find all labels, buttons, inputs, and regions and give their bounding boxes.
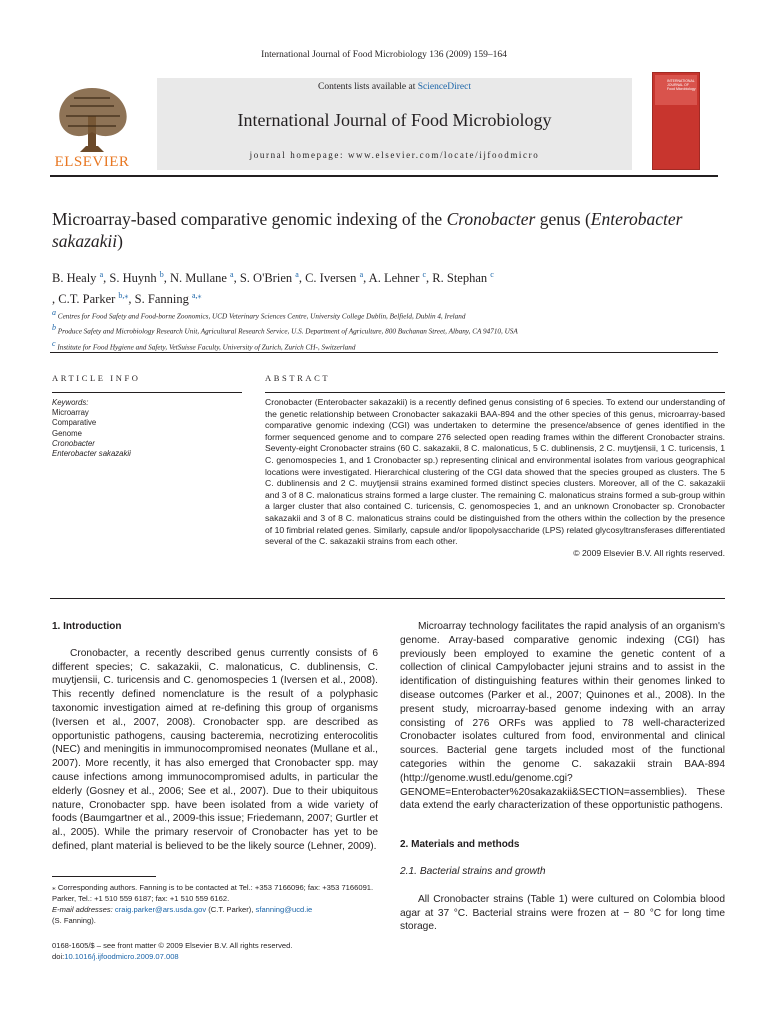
title-genus: Cronobacter [446, 209, 536, 229]
contents-line [157, 82, 632, 92]
author-affiliation-marker[interactable]: c [490, 270, 494, 279]
author-affiliation-marker[interactable]: b [159, 270, 164, 279]
affiliation-list [52, 307, 732, 353]
keywords-label: Keywords: [52, 398, 89, 407]
footnote [52, 882, 378, 926]
affiliation-text: Produce Safety and Microbiology Research Unit, Agricultural Research Service, U.S. Department of Agriculture, 800 Buchanan Street, Albany, CA 94710, USA [56, 327, 518, 336]
journal-homepage [157, 150, 632, 160]
contents-prefix: Contents lists available at [317, 82, 418, 92]
author-affiliation-marker[interactable]: a [99, 270, 104, 279]
svg-text:ELSEVIER: ELSEVIER [54, 154, 130, 170]
author-name: , N. Mullane [163, 271, 231, 286]
journal-title: International Journal of Food Microbiology [237, 110, 552, 130]
author-name: B. Healy [52, 271, 100, 286]
author-name: , C.T. Parker [52, 292, 119, 307]
corresponding-note: ⁎ Corresponding authors. Fanning is to be contacted at Tel.: +353 7166096; fax: +353 7166091. Parker, Tel.: +1 510 559 6187; fax: +1 510 559 6162. [52, 883, 374, 903]
author-affiliation-marker[interactable]: b,⁎ [118, 291, 129, 301]
author-name: , A. Lehner [363, 271, 423, 286]
keyword: Enterobacter sakazakii [52, 449, 131, 459]
author-name: , S. Huynh [103, 271, 160, 286]
article-title [52, 208, 712, 252]
author-affiliation-marker[interactable]: a,⁎ [191, 291, 202, 301]
keyword: Cronobacter [52, 438, 95, 448]
methods-heading: 2. Materials and methods [400, 839, 520, 851]
intro-heading: 1. Introduction [52, 621, 122, 632]
email-link[interactable]: sfanning@ucd.ie [255, 905, 313, 914]
keyword: Comparative [52, 418, 97, 428]
email-label: E-mail addresses: [52, 905, 115, 914]
left-column [52, 620, 378, 854]
author-name: , S. Fanning [128, 292, 192, 307]
intro-paragraph-2: Microarray technology facilitates the rapid analysis of an organism's genome. Array-based comparative genomic indexing (CGI) has previously been employed to examine the genetic content of a collection of clinical Campylobacter jejuni strains and to assist in the identification of distinguishing features within their genomes linked to disease outcomes (Parker et al., 2007; Quinones et al., 2008). In the present study, microarray-based genome indexing with an array consisting of 276 ORFs was applied to 78 well-characterized Cronobacter isolates cultured from food, environmental and clinical sources. Bacterial gene targets included most of the functional categories within the genome C. sakazakii strain BAA-894 (http://genome.wustl.edu/genome.cgi?GENOME=Enterobacter%20sakazakii&SECTION=assemblies). These data extend the early characterization of these opportunistic pathogens. [400, 621, 725, 812]
cover-text: INTERNATIONAL JOURNAL OF Food Microbiology [667, 79, 696, 91]
journal-cover-thumbnail[interactable] [652, 72, 700, 170]
author-name: , S. O'Brien [233, 271, 296, 286]
methods-paragraph-1: All Cronobacter strains (Table 1) were cultured on Colombia blood agar at 37 °C. Bacterial strains were frozen at − 80 °C for long time storage. [400, 893, 725, 933]
affiliation [52, 322, 732, 337]
abstract-block [265, 397, 725, 559]
email-owner: (C.T. Parker), [206, 905, 256, 914]
keyword: Genome [52, 428, 82, 438]
abstract-heading: ABSTRACT [265, 373, 331, 383]
affiliation-marker: b [52, 323, 56, 333]
keywords-block [52, 398, 242, 459]
author-affiliation-marker[interactable]: a [230, 270, 234, 279]
article-info-rule [52, 392, 242, 393]
doi-label: doi: [52, 952, 65, 961]
intro-paragraph-1: Cronobacter, a recently described genus currently consists of 6 different species; C. sakazakii, C. malonaticus, C. dublinensis, C. muytjensii, C. turicensis and C. genomospecies 1 (Iversen et al., 2008). This recently defined nomenclature is the result of a polyphasic taxonomic investigation aimed at re-defining this group of organisms (Iversen et al., 2007, 2008). Cronobacter spp. are described as opportunistic pathogens, causing bacteremia, necrotizing enterocolitis (NEC) and meningitis in immunocompromised neonates (Mullane et al., 2007). More recently, it has also emerged that Cronobacter spp. may cause infections among immunocompromised adults, in particular the elderly (Gosney et al., 2006; See et al., 2007). Due to their ubiquitous nature, Cronobacter spp. have been isolated from a wide variety of foods (Baumgartner et al., 2009-this issue; Friedemann, 2007; Gurtler et al., 2005). While the primary reservoir of Cronobacter has yet to be defined, plant material is believed to be the likely source (Lehner, 2009). [52, 647, 378, 852]
right-column [400, 620, 725, 934]
elsevier-logo[interactable] [50, 78, 135, 170]
title-part: genus ( [535, 209, 591, 229]
copyright-notice: © 2009 Elsevier B.V. All rights reserved. [573, 547, 725, 558]
affiliation-marker: c [52, 338, 56, 348]
sciencedirect-link[interactable]: ScienceDirect [417, 82, 471, 92]
front-matter-text: 0168-1605/$ – see front matter © 2009 Elsevier B.V. All rights reserved. [52, 941, 293, 950]
homepage-link[interactable]: www.elsevier.com/locate/ijfoodmicro [347, 150, 540, 160]
affiliation [52, 307, 732, 322]
title-part: Microarray-based comparative genomic indexing of the [52, 209, 447, 229]
front-matter [52, 940, 378, 962]
affiliation-marker: a [52, 308, 56, 317]
homepage-prefix: journal homepage: [249, 150, 348, 160]
abstract-rule [265, 392, 725, 393]
article-info-heading: ARTICLE INFO [52, 373, 141, 383]
author-list [52, 266, 712, 308]
affiliation-text: Institute for Food Hygiene and Safety, VetSuisse Faculty, University of Zurich, Zurich CH-, Switzerland [55, 343, 356, 352]
email-link[interactable]: craig.parker@ars.usda.gov [114, 905, 207, 914]
author-name: , C. Iversen [298, 271, 360, 286]
abstract-text: Cronobacter (Enterobacter sakazakii) is a recently defined genus consisting of 6 species. To extend our understanding of the genetic relationship between Cronobacter sakazakii BAA-894 and the other species of this genus, microarray-based comparative genomic indexing (CGI) was undertaken to determine the presence/absence of genes identified in the former sequenced genome and to compare 276 selected open reading frames within the different Cronobacter strains. Seventy-eight Cronobacter strains (60 C. sakazakii, 8 C. malonaticus, 5 C. dublinensis, 2 C. muytjensii, 1 C. turicensis, 1 C. genomospecies 1, and 1 Cronobacter sp.) representing clinical and environmental isolates from various geographical locations were investigated. Hierarchical clustering of the CGI data showed that the species grouped as clusters. The 5 C. dublinensis and 2 C. muytjensii strains examined formed distinct species clusters. Moreover, all of the C. sakazakii and 3 of 8 C. malonaticus strains formed a large cluster. The remaining C. malonaticus strains formed a sub-group within a larger cluster that also contained C. turicensis, C. genomospecies 1, and an unknown Cronobacter sp. Cronobacter sakazakii and 3 of 8 C. malonaticus strains could be distinguished from the others within the collection by the presence of 10 fimbrial related genes. Similarly, capsule and/or lipopolysaccharide (LPS) related glycosyltransferases differentiated several of the C. sakazakii strains from each other. [265, 397, 725, 547]
author-affiliation-marker[interactable]: c [422, 270, 427, 279]
header-rule [50, 175, 718, 177]
footnote-rule [52, 876, 156, 877]
title-part: ) [117, 231, 123, 251]
author-affiliation-marker[interactable]: a [359, 270, 364, 279]
journal-reference: International Journal of Food Microbiology 136 (2009) 159–164 [261, 50, 507, 60]
title-species: Enterobacter sakazakii [52, 209, 683, 251]
email-owner: (S. Fanning). [52, 916, 96, 925]
doi-link[interactable]: 10.1016/j.ijfoodmicro.2009.07.008 [64, 952, 179, 961]
affiliation [52, 338, 732, 353]
affiliation-text: Centres for Food Safety and Food-borne Zoonomics, UCD Veterinary Sciences Centre, University College Dublin, Belfield, Dublin 4, Ireland [56, 312, 466, 321]
keyword: Microarray [52, 408, 89, 418]
author-name: , R. Stephan [426, 271, 491, 286]
elsevier-tree-icon [50, 78, 135, 170]
author-affiliation-marker[interactable]: a [295, 270, 299, 279]
body-rule [50, 598, 725, 599]
methods-subheading: 2.1. Bacterial strains and growth [400, 865, 546, 877]
section-rule [50, 352, 718, 353]
